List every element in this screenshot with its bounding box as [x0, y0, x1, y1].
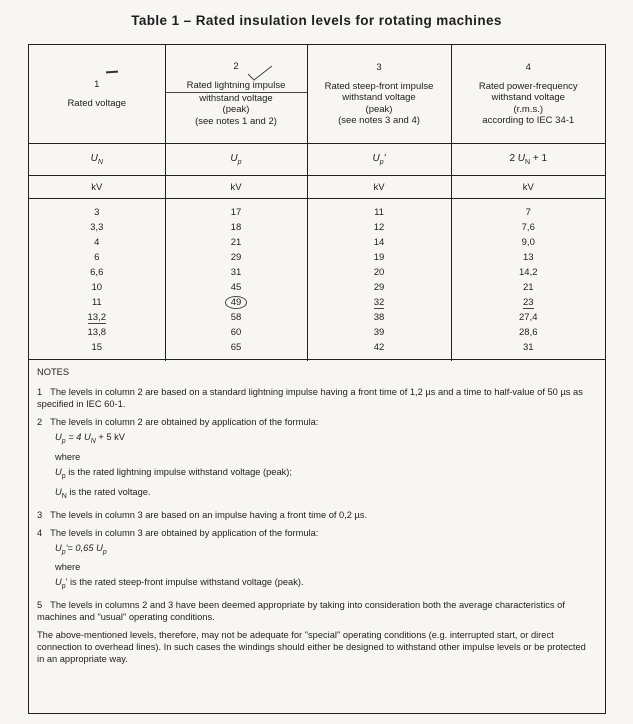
- cell: 3,3: [29, 220, 165, 235]
- table-row: [29, 199, 605, 221]
- header-row: [29, 45, 605, 144]
- cell: 38: [307, 310, 451, 325]
- unit-cell: kV: [451, 176, 605, 199]
- symbol-cell: 2 $U_N + 1$: [451, 144, 605, 176]
- cell: 60: [165, 325, 307, 340]
- definition-up: $U_p$ is the rated lightning impulse withstand voltage (peak);: [55, 466, 292, 480]
- cell: 13,2: [29, 310, 165, 325]
- note-1: 1 The levels in column 2 are based on a standard lightning impulse having a front time of 1,2 µs and a time to half-value of 50 µs as specified in IEC 60-1.: [37, 387, 583, 409]
- definition-up-prime: $U_p'$ is the rated steep-front impulse withstand voltage (peak).: [55, 577, 304, 591]
- cell: 32: [307, 295, 451, 310]
- definition-un: $U_N$ is the rated voltage.: [55, 486, 151, 500]
- cell: 7,6: [521, 222, 535, 233]
- cell: 29: [165, 250, 307, 265]
- cell: 3: [29, 199, 165, 221]
- cell: 10: [29, 280, 165, 295]
- levels-grid: [29, 45, 605, 361]
- notes-title: NOTES: [37, 367, 70, 377]
- cell: 19: [307, 250, 451, 265]
- cell: 6,6: [29, 265, 165, 280]
- note-5: 5 The levels in columns 2 and 3 have been deemed appropriate by taking into consideration both the average characteristics of machines and "usual" operating conditions.: [37, 600, 565, 623]
- header-line: (see notes 3 and 4): [338, 115, 420, 126]
- note-3: 3 The levels in column 3 are based on an impulse having a front time of 0,2 µs.: [37, 509, 368, 520]
- handwritten-check-icon: [246, 64, 274, 84]
- formula-up-prime: $U_p'= 0,65$ $U_p$: [55, 542, 107, 556]
- cell: 14,2: [519, 267, 538, 278]
- header-col1: [29, 45, 165, 144]
- formula-up: $U_p = 4$ $U_N + 5$ kV: [55, 432, 125, 445]
- cell: [165, 295, 307, 310]
- cell: 21: [165, 235, 307, 250]
- header-line: withstand voltage: [199, 92, 273, 104]
- unit-cell: kV: [165, 176, 307, 199]
- note-4: 4 The levels in column 3 are obtained by application of the formula:: [37, 527, 319, 538]
- column-number: 3: [376, 61, 382, 73]
- column-number: 4: [525, 61, 531, 73]
- header-label: Rated voltage: [67, 97, 127, 109]
- cell: 15: [29, 340, 165, 361]
- cell: 9,0: [521, 237, 535, 248]
- header-line: Rated steep-front impulse: [324, 80, 434, 92]
- column-number: 2: [233, 61, 239, 72]
- header-line: (r.m.s.): [513, 103, 544, 115]
- cell: 11: [307, 199, 451, 221]
- cell: 65: [165, 340, 307, 361]
- cell: 31: [165, 265, 307, 280]
- cell: 20: [307, 265, 451, 280]
- cell: 29: [307, 280, 451, 295]
- cell: 7: [525, 207, 531, 218]
- header-line: Rated lightning impulse: [166, 80, 307, 93]
- circled-value: 49: [225, 296, 248, 309]
- symbol-cell: $U_p'$: [307, 144, 451, 176]
- cell: 12: [307, 220, 451, 235]
- table-row: [29, 250, 605, 265]
- table-row: [29, 220, 605, 235]
- where-label: where: [55, 562, 81, 573]
- header-col4: [451, 45, 605, 144]
- cell: 17: [165, 199, 307, 221]
- cell: 6: [29, 250, 165, 265]
- cell: 13,8: [29, 325, 165, 340]
- header-col3: [307, 45, 451, 144]
- header-line: Rated power-frequency: [478, 80, 578, 92]
- header-line: (see notes 1 and 2): [195, 115, 277, 127]
- cell: 28,6: [519, 327, 538, 338]
- header-line: according to IEC 34-1: [482, 115, 575, 126]
- cell: 27,4: [519, 312, 538, 323]
- header-line: (peak): [365, 103, 393, 115]
- cell: 13: [522, 252, 534, 263]
- symbol-cell: $U_N$: [29, 144, 165, 176]
- unit-cell: kV: [29, 176, 165, 199]
- where-label: where: [55, 451, 81, 462]
- header-line: (peak): [222, 104, 250, 115]
- notes-paragraph: The above-mentioned levels, therefore, may not be adequate for "special" operating conditions (e.g. interrupted start, or direct connection to overhead lines). In such cases the windings should either be designed to withstand other impulse levels or be protected in an appropriate way.: [37, 630, 586, 665]
- symbol-row: [29, 144, 605, 176]
- table-row: [29, 310, 605, 325]
- header-line: withstand voltage: [491, 92, 565, 103]
- table-title: Table 1 – Rated insulation levels for rotating machines: [131, 13, 502, 28]
- insulation-levels-table: [28, 44, 606, 714]
- header-col2: [165, 45, 307, 144]
- table-row: [29, 340, 605, 361]
- cell: 39: [307, 325, 451, 340]
- column-number: 1: [94, 78, 100, 90]
- table-row: [29, 295, 605, 310]
- cell: 11: [29, 295, 165, 310]
- note-2: 2 The levels in column 2 are obtained by application of the formula:: [37, 417, 319, 427]
- table-row: [29, 280, 605, 295]
- cell: 45: [165, 280, 307, 295]
- cell: 14: [307, 235, 451, 250]
- table-row: [29, 265, 605, 280]
- symbol-cell: $U_p$: [165, 144, 307, 176]
- cell: 31: [522, 342, 534, 353]
- table-row: [29, 325, 605, 340]
- unit-cell: kV: [307, 176, 451, 199]
- unit-row: [29, 176, 605, 199]
- cell: 42: [307, 340, 451, 361]
- cell: 58: [165, 310, 307, 325]
- cell: 4: [29, 235, 165, 250]
- notes-section: [29, 359, 605, 671]
- cell: 21: [522, 282, 534, 293]
- cell: 23: [522, 297, 534, 308]
- table-row: [29, 235, 605, 250]
- header-line: withstand voltage: [342, 92, 416, 103]
- cell: 18: [165, 220, 307, 235]
